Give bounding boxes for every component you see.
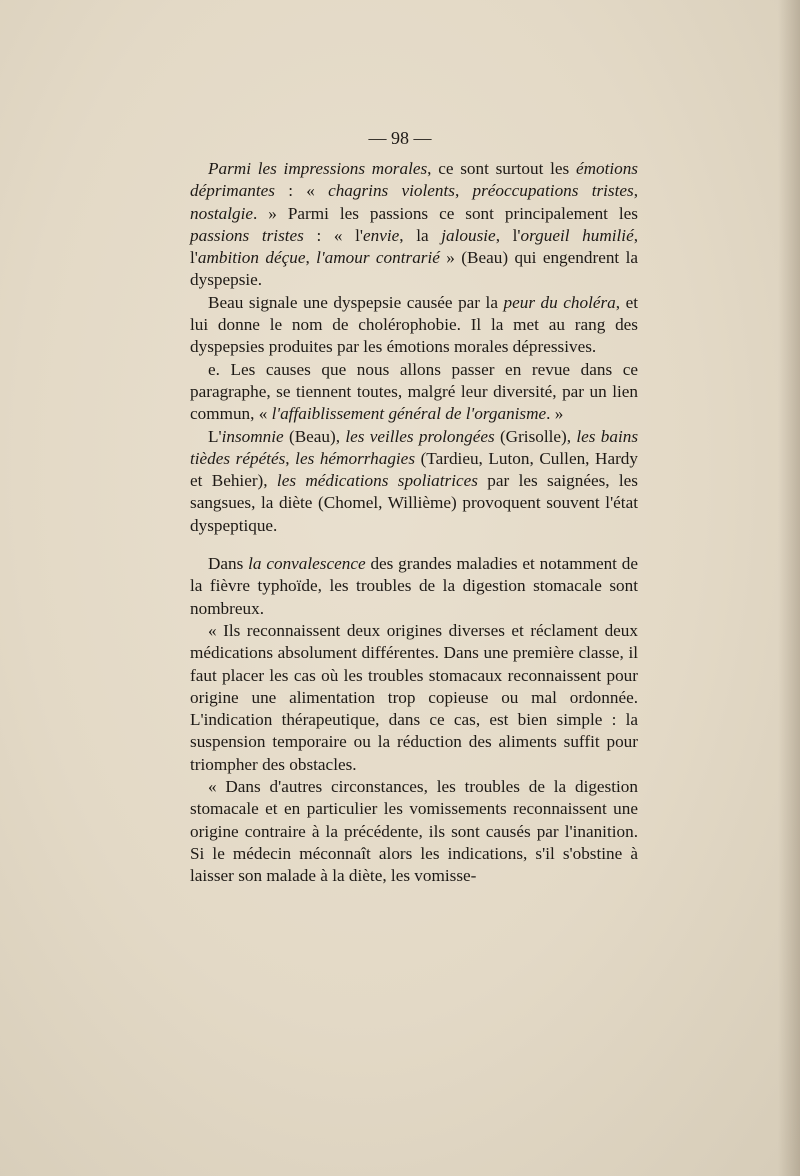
text-run: , bbox=[305, 248, 317, 268]
text-run: (Grisolle), bbox=[494, 426, 577, 446]
text-run: « Dans d'autres circonstances, les troubles de la digestion stomacale et en particulier les vomissements reconnaissent une origine contraire à la précédente, ils sont causés par l'inanition. Si le médecin méconnaît alors les indications, s'il s'obstine à laisser son malade à la diète, les vomisse- bbox=[190, 777, 638, 886]
text-run: , et lui donne le nom de cholérophobie. Il la met au rang des dyspepsies produites par les émotions morales dépressives. bbox=[190, 292, 639, 357]
text-run: » (Beau) qui engendrent la dyspepsie. bbox=[190, 248, 638, 290]
italic-run: émotions déprimantes bbox=[190, 159, 638, 201]
text-run: : « bbox=[274, 181, 329, 201]
text-run: Dans bbox=[208, 554, 249, 574]
italic-run: chagrins violents bbox=[328, 181, 455, 201]
italic-run: nostalgie bbox=[190, 203, 254, 223]
paragraph-insomnie bbox=[190, 426, 638, 537]
italic-run: ambition déçue bbox=[197, 248, 306, 268]
text-run: , l' bbox=[190, 225, 638, 268]
text-run: par les saignées, les sangsues, la diète (Chomel, Willième) provoquent souvent l'état dyspeptique. bbox=[190, 471, 638, 535]
text-run: . » Parmi les passions ce sont principalement les bbox=[253, 203, 638, 223]
italic-run: les veilles prolongées bbox=[345, 426, 495, 446]
italic-run: l'affaiblissement général de l'organisme bbox=[271, 404, 547, 424]
page-number: — 98 — bbox=[368, 128, 432, 148]
text-run: des grandes maladies et notamment de la fièvre typhoïde, les troubles de la digestion stomacale sont nombreux. bbox=[190, 554, 639, 618]
paragraph-convalescence bbox=[190, 553, 638, 620]
italic-run: les hémorrhagies bbox=[295, 448, 416, 468]
text-run: , l' bbox=[495, 225, 521, 245]
text-run: Beau signale une dyspepsie causée par la bbox=[208, 292, 504, 312]
italic-run: insomnie bbox=[221, 426, 284, 446]
text-run: , bbox=[633, 181, 639, 201]
text-run: (Tardieu, Luton, Cullen, Hardy et Behier), bbox=[190, 448, 638, 491]
italic-run: les bains tièdes répétés bbox=[190, 426, 639, 468]
italic-run: peur du choléra bbox=[503, 292, 616, 312]
text-run: , la bbox=[399, 225, 442, 245]
italic-run: les médications spoliatrices bbox=[276, 471, 478, 491]
text-run: . » bbox=[546, 404, 564, 424]
italic-run: orgueil humilié bbox=[520, 225, 634, 245]
text-run: , bbox=[454, 181, 473, 201]
paragraph-affaiblissement bbox=[190, 359, 638, 426]
paragraph-impressions-morales bbox=[190, 158, 638, 292]
text-run: : « l' bbox=[303, 225, 364, 245]
text-run: , bbox=[285, 448, 296, 468]
italic-run: envie bbox=[363, 225, 400, 245]
text-run: « Ils reconnaissent deux origines diverses et réclament deux médications absolument différentes. Dans une première classe, il faut placer les cas où les troubles stomacaux reconnaissent pour origine une alimentation trop copieuse ou mal ordonnée. L'indication thérapeutique, dans ce cas, est bien simple : la suspension temporaire ou la réduction des aliments suffit pour triompher des obstacles. bbox=[190, 620, 638, 774]
text-run: (Beau), bbox=[283, 426, 346, 446]
paragraph-inanition bbox=[190, 776, 638, 887]
paragraph-cholerophobie bbox=[190, 292, 638, 359]
italic-run: jalousie bbox=[441, 225, 496, 245]
italic-run: la convalescence bbox=[248, 554, 366, 574]
italic-run: préoccupations tristes bbox=[472, 181, 634, 201]
italic-run: Parmi les impressions morales bbox=[208, 159, 428, 178]
body-text bbox=[190, 158, 638, 888]
text-run: e. Les causes que nous allons passer en revue dans ce paragraphe, se tiennent toutes, malgré leur diversité, par un lien commun, « bbox=[190, 359, 638, 424]
italic-run: passions tristes bbox=[190, 225, 304, 245]
text-run: L' bbox=[208, 426, 222, 446]
text-run: , ce sont surtout les bbox=[427, 159, 576, 178]
paragraph-deux-origines bbox=[190, 620, 638, 776]
italic-run: l'amour contrarié bbox=[316, 248, 440, 268]
